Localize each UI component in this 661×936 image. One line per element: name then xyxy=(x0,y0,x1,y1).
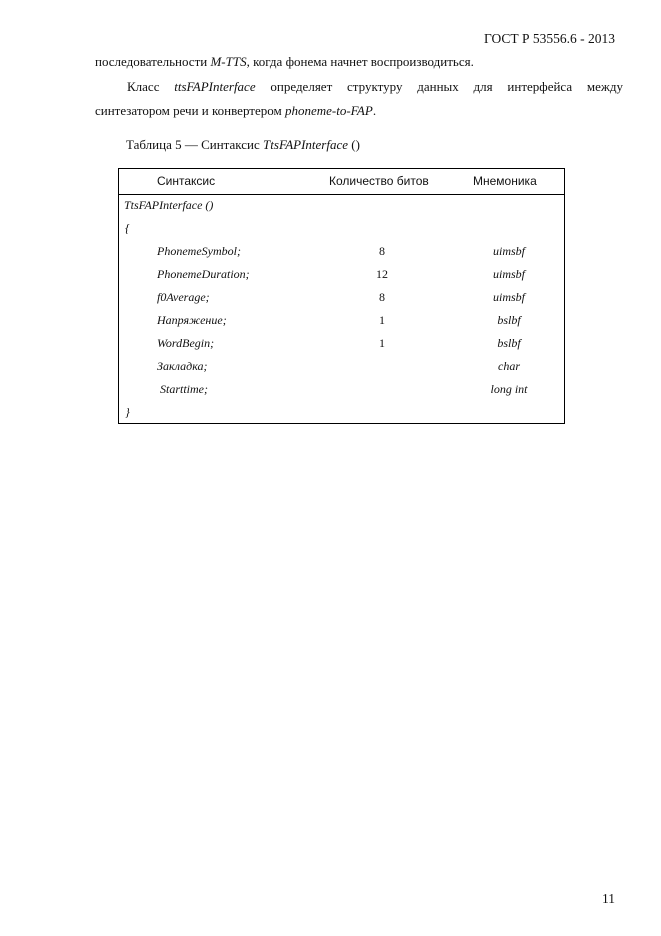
table-row xyxy=(119,405,564,423)
row-syntax: PhonemeSymbol; xyxy=(157,244,241,258)
row-mnemonic: uimsbf xyxy=(492,267,525,281)
page-number: 11 xyxy=(602,891,615,906)
table-row xyxy=(119,290,564,308)
p3-start: синтезатором речи и конвертером xyxy=(95,103,282,118)
row-syntax: PhonemeDuration; xyxy=(157,267,250,281)
row-mnemonic: uimsbf xyxy=(492,244,525,258)
row-syntax: { xyxy=(125,221,130,235)
table-row xyxy=(119,382,564,400)
row-mnemonic: long int xyxy=(490,382,528,396)
table-row xyxy=(119,336,564,354)
header-syntax: Синтаксис xyxy=(157,174,216,188)
document-header-code: ГОСТ Р 53556.6 - 2013 xyxy=(483,31,615,46)
p3-term: phoneme-to-FAP xyxy=(284,103,373,118)
row-syntax: Закладка; xyxy=(157,359,208,373)
paragraph-class-description-end xyxy=(95,100,376,122)
table-row xyxy=(119,198,564,216)
p2-rest: определяет структуру данных для интерфейса между xyxy=(270,79,623,94)
header-bits: Количество битов xyxy=(329,174,429,188)
row-bits: 1 xyxy=(379,313,385,327)
table-row xyxy=(119,267,564,285)
p1-term: M-TTS xyxy=(210,54,247,69)
p3-end: . xyxy=(372,103,377,118)
row-mnemonic: char xyxy=(498,359,520,373)
row-mnemonic: bslbf xyxy=(497,313,521,327)
table-caption xyxy=(126,137,360,153)
row-bits: 8 xyxy=(379,290,385,304)
row-bits: 8 xyxy=(379,244,385,258)
p1-text: последовательности xyxy=(95,54,208,69)
paragraph-continuation xyxy=(95,51,474,73)
header-mnemonic: Мнемоника xyxy=(473,174,537,188)
caption-class-name: TtsFAPInterface xyxy=(263,137,349,152)
row-mnemonic: uimsbf xyxy=(492,290,525,304)
row-syntax: Starttime; xyxy=(160,382,208,396)
table-row xyxy=(119,221,564,239)
row-mnemonic: bslbf xyxy=(497,336,521,350)
row-syntax: Напряжение; xyxy=(157,313,227,327)
table-row xyxy=(119,359,564,377)
p2-class-name: ttsFAPInterface xyxy=(174,79,256,94)
row-syntax: f0Average; xyxy=(157,290,210,304)
row-bits: 1 xyxy=(379,336,385,350)
p1-tail: , когда фонема начнет воспроизводиться. xyxy=(246,54,474,69)
table-header-row xyxy=(119,169,564,195)
p2-start: Класс xyxy=(127,79,160,94)
caption-suffix: () xyxy=(351,137,360,152)
row-bits: 12 xyxy=(376,267,388,281)
row-syntax: TtsFAPInterface () xyxy=(124,198,214,212)
table-row xyxy=(119,313,564,331)
table-row xyxy=(119,244,564,262)
caption-prefix: Таблица 5 — Синтаксис xyxy=(126,137,260,152)
row-syntax: } xyxy=(125,405,130,419)
syntax-table xyxy=(118,168,565,424)
row-syntax: WordBegin; xyxy=(157,336,215,350)
